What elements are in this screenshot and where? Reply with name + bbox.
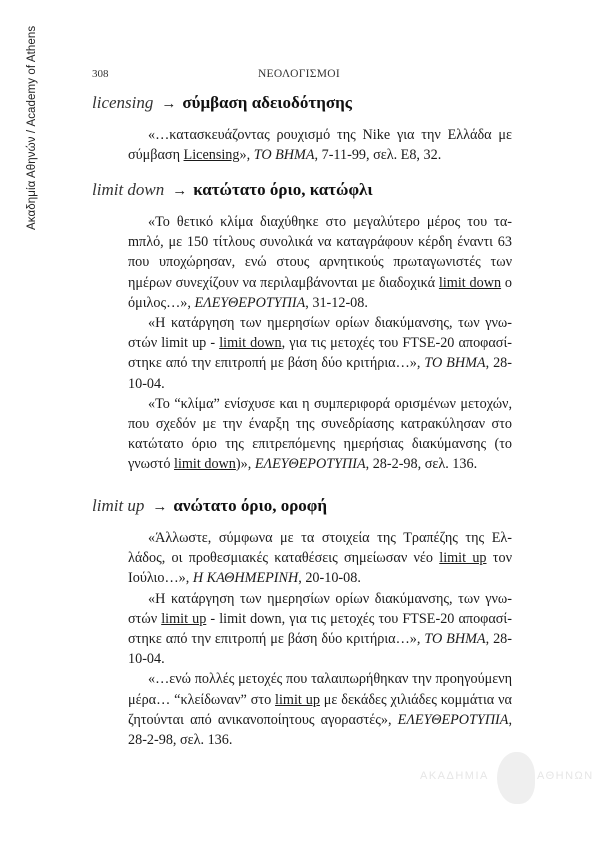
citation-source: ΕΛΕΥΘΕΡΟΤΥΠΙΑ <box>254 456 366 473</box>
citation-reference: , 28-10-04. <box>128 355 512 392</box>
citation <box>128 394 512 475</box>
underlined-term: limit up <box>161 610 207 627</box>
quote-list <box>128 212 512 475</box>
page-number: 308 <box>92 68 109 80</box>
citation-text: «…κατασκευάζοντας ρουχισμό της Nike για την Ελλάδα με σύμβαση <box>128 127 512 164</box>
underlined-term: limit up <box>275 691 320 708</box>
citation-text: με δεκάδες χιλιάδες κομμάτια να ζητούνται από ανικανοποίητους αγοραστές», <box>128 691 512 728</box>
arrow-icon: → <box>161 96 177 112</box>
page-header <box>92 68 506 84</box>
citation <box>128 212 512 313</box>
citation-text: «Το “κλίμα” ενίσχυσε και η συμπεριφορά ορισμένων μετοχών, που σχεδόν με την έναρξη της συνεδρίασης κατρακύλησαν στο κατώτατο όριο της επιτρεπόμενης ημερήσιας διακύμανσης (το γνωστό <box>128 395 512 473</box>
watermark-text-left: ΑΚΑΔΗΜΙΑ <box>420 770 489 782</box>
citation-source: ΤΟ ΒΗΜΑ <box>424 631 486 648</box>
dictionary-entry-limit-up <box>92 496 522 750</box>
citation-text: «Άλλωστε, σύμφωνα με τα στοιχεία της Τραπέζης της Ελλάδος, οι προθεσμιακές καταθέσεις σημείωσαν νέο <box>128 530 512 567</box>
citation <box>128 669 512 750</box>
headword: limit up <box>92 496 145 515</box>
quote-list <box>128 528 512 750</box>
underlined-term: limit up <box>439 550 487 567</box>
citation-text: ο όμιλος…», <box>128 274 512 311</box>
citation-text: «Η κατάργηση των ημερησίων ορίων διακύμανσης, των γνωστών limit up - <box>128 315 512 352</box>
citation-source: ΕΛΕΥΘΕΡΟΤΥΠΙΑ <box>194 294 306 311</box>
citation-text: - limit down, για τις μετοχές του FTSE-20 αποφασίστηκε από την επιτροπή με βάση δύο κριτήρια…», <box>128 610 512 648</box>
citation-text: τον Ιούλιο…», <box>128 550 512 587</box>
headword: licensing <box>92 93 154 112</box>
citation-reference: , 28-10-04. <box>128 631 512 668</box>
citation-source: ΕΛΕΥΘΕΡΟΤΥΠΙΑ <box>397 711 509 728</box>
underlined-term: limit down <box>438 274 502 291</box>
headword: limit down <box>92 180 165 199</box>
translation: ανώτατο όριο, οροφή <box>173 496 328 515</box>
citation-reference: , 20-10-08. <box>298 570 361 587</box>
citation <box>128 589 512 670</box>
citation-reference: , 7-11-99, σελ. Ε8, 32. <box>314 147 442 164</box>
headword-line <box>92 93 522 114</box>
citation-reference: , 28-2-98, σελ. 136. <box>365 456 478 473</box>
citation <box>128 125 512 165</box>
citation-text: , για τις μετοχές του FTSE-20 αποφασίστηκε από την επιτροπή με βάση δύο κριτήρια…», <box>128 335 512 372</box>
citation-reference: , 31-12-08. <box>305 294 368 311</box>
headword-line <box>92 496 522 517</box>
headword-line <box>92 180 522 201</box>
academy-watermark <box>420 740 600 810</box>
dictionary-entry-licensing <box>92 93 522 165</box>
citation-source: ΤΟ ΒΗΜΑ <box>424 355 486 372</box>
quote-list <box>128 125 512 165</box>
citation-text: », <box>239 147 254 164</box>
citation <box>128 313 512 394</box>
citation-reference: , 28-2-98, σελ. 136. <box>128 711 512 749</box>
underlined-term: limit down <box>219 335 282 352</box>
citation-text: «Η κατάργηση των ημερησίων ορίων διακύμανσης, των γνωστών <box>128 590 512 627</box>
archive-side-label: Ακαδημία Αθηνών / Academy of Athens <box>26 25 38 230</box>
citation <box>128 528 512 589</box>
citation-text: «Το θετικό κλίμα διαχύθηκε στο μεγαλύτερο μέρος του ταmπλό, με 150 τίτλους συνολικά να καταγράφουν κέρδη έναντι 63 που υποχώρησαν, ενώ στους αρνητικούς πρωταγωνιστές των ημέρων συνεχίζουν να περιλαμβάνονται με διαδοχικά <box>128 214 512 291</box>
translation: σύμβαση αδειοδότησης <box>182 93 352 112</box>
underlined-term: limit down <box>174 456 236 473</box>
citation-text: )», <box>235 456 255 473</box>
watermark-text-right: ΑΘΗΝΩΝ <box>537 770 594 782</box>
running-title: ΝΕΟΛΟΓΙΣΜΟΙ <box>257 68 341 80</box>
citation-source: Η ΚΑΘΗΜΕΡΙΝΗ <box>192 570 299 587</box>
dictionary-entry-limit-down <box>92 180 522 475</box>
arrow-icon: → <box>172 183 188 199</box>
athena-head-icon <box>497 752 535 804</box>
underlined-term: Licensing <box>183 147 240 164</box>
citation-text: «…ενώ πολλές μετοχές που ταλαιπωρήθηκαν την προηγούμενη μέρα… “κλείδωναν” στο <box>128 671 512 708</box>
translation: κατώτατο όριο, κατώφλι <box>193 180 373 199</box>
citation-source: ΤΟ ΒΗΜΑ <box>253 147 315 164</box>
arrow-icon: → <box>152 499 168 515</box>
